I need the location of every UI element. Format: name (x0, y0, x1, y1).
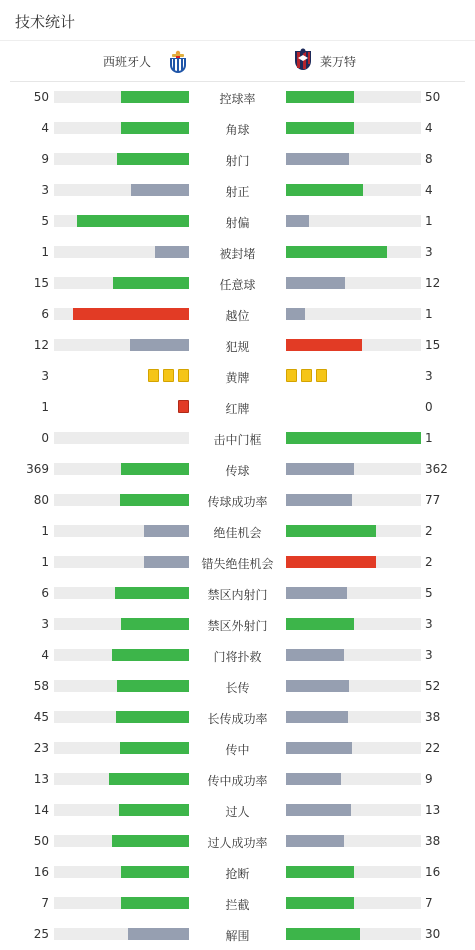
away-value: 1 (425, 431, 433, 445)
stat-label: 角球 (225, 123, 250, 137)
stat-row (0, 609, 475, 640)
away-value: 1 (425, 307, 433, 321)
home-bar-fill (144, 556, 189, 568)
away-bar-fill (286, 773, 341, 785)
away-value: 362 (425, 462, 448, 476)
stat-row (0, 764, 475, 795)
stat-row (0, 733, 475, 764)
away-team-name[interactable]: 莱万特 (320, 55, 357, 69)
home-value: 3 (41, 369, 49, 383)
away-bar-fill (286, 246, 387, 258)
home-bar-track (54, 525, 189, 537)
home-bar-track (54, 277, 189, 289)
away-value: 52 (425, 679, 441, 693)
yellow-card-icon (178, 369, 189, 382)
home-bar-fill (112, 835, 189, 847)
stat-label: 门将扑救 (213, 650, 262, 664)
away-bar-track (286, 494, 421, 506)
stat-label: 传球 (225, 464, 250, 478)
stat-row (0, 640, 475, 671)
stat-label: 被封堵 (219, 247, 256, 261)
stat-label: 红牌 (225, 402, 250, 416)
home-bar-fill (109, 773, 189, 785)
stat-row (0, 547, 475, 578)
stat-label: 拦截 (225, 898, 250, 912)
away-value: 4 (425, 121, 433, 135)
away-bar-track (286, 432, 421, 444)
away-bar-fill (286, 153, 349, 165)
home-bar-fill (121, 91, 189, 103)
away-value: 3 (425, 617, 433, 631)
stat-label: 射正 (225, 185, 250, 199)
home-bar-track (54, 463, 189, 475)
away-value: 30 (425, 927, 441, 941)
away-value: 3 (425, 245, 433, 259)
home-bar-fill (112, 649, 189, 661)
home-value: 14 (33, 803, 49, 817)
home-bar-fill (121, 122, 189, 134)
home-bar-track (54, 246, 189, 258)
home-bar-fill (130, 339, 189, 351)
away-bar-track (286, 556, 421, 568)
away-bar-track (286, 463, 421, 475)
away-value: 0 (425, 400, 433, 414)
stat-row (0, 423, 475, 454)
away-value: 1 (425, 214, 433, 228)
away-value: 2 (425, 524, 433, 538)
home-bar-track (54, 804, 189, 816)
stat-row (0, 144, 475, 175)
stat-label: 黄牌 (225, 371, 250, 385)
stat-row (0, 237, 475, 268)
yellow-card-icon (316, 369, 327, 382)
away-bar-fill (286, 494, 352, 506)
home-bar-fill (116, 711, 189, 723)
stat-row (0, 82, 475, 113)
stat-row (0, 919, 475, 950)
away-value: 2 (425, 555, 433, 569)
home-value: 25 (33, 927, 49, 941)
away-bar-fill (286, 587, 347, 599)
away-bar-track (286, 277, 421, 289)
stat-row (0, 113, 475, 144)
away-value: 5 (425, 586, 433, 600)
away-value: 4 (425, 183, 433, 197)
home-value: 0 (41, 431, 49, 445)
home-value: 3 (41, 183, 49, 197)
away-bar-fill (286, 928, 360, 940)
home-bar-fill (144, 525, 189, 537)
away-value: 12 (425, 276, 441, 290)
away-value: 13 (425, 803, 441, 817)
away-bar-track (286, 804, 421, 816)
home-bar-track (54, 649, 189, 661)
stat-label: 过人成功率 (207, 836, 268, 850)
stat-label: 传中 (225, 743, 250, 757)
away-bar-track (286, 928, 421, 940)
home-value: 15 (33, 276, 49, 290)
away-bar-fill (286, 618, 354, 630)
stat-row (0, 826, 475, 857)
home-bar-track (54, 122, 189, 134)
away-bar-track (286, 618, 421, 630)
away-bar-track (286, 246, 421, 258)
away-bar-track (286, 866, 421, 878)
stat-row (0, 206, 475, 237)
stat-row (0, 671, 475, 702)
away-bar-fill (286, 556, 376, 568)
home-bar-track (54, 184, 189, 196)
away-bar-fill (286, 835, 344, 847)
away-bar-fill (286, 804, 351, 816)
stat-label: 禁区内射门 (207, 588, 268, 602)
away-cards (286, 369, 327, 382)
away-bar-track (286, 339, 421, 351)
stat-label: 任意球 (219, 278, 256, 292)
stat-label: 犯规 (225, 340, 250, 354)
away-value: 77 (425, 493, 441, 507)
away-bar-track (286, 525, 421, 537)
away-bar-fill (286, 432, 421, 444)
home-bar-track (54, 587, 189, 599)
away-bar-track (286, 742, 421, 754)
away-bar-fill (286, 463, 354, 475)
home-bar-fill (155, 246, 189, 258)
espanyol-crest-icon[interactable] (168, 50, 188, 74)
home-bar-fill (113, 277, 189, 289)
away-value: 9 (425, 772, 433, 786)
away-bar-fill (286, 742, 352, 754)
away-bar-track (286, 680, 421, 692)
home-team-name[interactable]: 西班牙人 (102, 55, 151, 69)
stat-row (0, 268, 475, 299)
home-value: 50 (33, 834, 49, 848)
home-bar-fill (73, 308, 189, 320)
stat-row (0, 888, 475, 919)
home-bar-track (54, 618, 189, 630)
home-value: 45 (33, 710, 49, 724)
home-bar-track (54, 773, 189, 785)
away-bar-track (286, 897, 421, 909)
yellow-card-icon (286, 369, 297, 382)
stat-label: 绝佳机会 (213, 526, 262, 540)
page-title: 技术统计 (15, 13, 76, 31)
away-value: 50 (425, 90, 441, 104)
away-value: 15 (425, 338, 441, 352)
away-value: 3 (425, 648, 433, 662)
home-bar-track (54, 711, 189, 723)
home-bar-fill (121, 463, 189, 475)
red-card-icon (178, 400, 189, 413)
home-value: 6 (41, 586, 49, 600)
stat-label: 射门 (225, 154, 250, 168)
home-cards (148, 369, 189, 382)
home-bar-fill (120, 494, 189, 506)
away-bar-fill (286, 680, 349, 692)
home-bar-fill (115, 587, 189, 599)
stat-label: 抢断 (225, 867, 250, 881)
yellow-card-icon (148, 369, 159, 382)
yellow-card-icon (163, 369, 174, 382)
stat-row (0, 485, 475, 516)
home-bar-track (54, 866, 189, 878)
stat-row (0, 454, 475, 485)
stat-row (0, 857, 475, 888)
home-value: 7 (41, 896, 49, 910)
home-bar-track (54, 308, 189, 320)
home-bar-fill (117, 680, 189, 692)
stat-row (0, 299, 475, 330)
stat-row (0, 516, 475, 547)
home-bar-fill (131, 184, 189, 196)
away-bar-fill (286, 184, 363, 196)
away-bar-track (286, 711, 421, 723)
home-bar-track (54, 835, 189, 847)
home-value: 12 (33, 338, 49, 352)
home-value: 9 (41, 152, 49, 166)
stat-label: 击中门框 (213, 433, 262, 447)
home-value: 1 (41, 245, 49, 259)
home-bar-fill (121, 618, 189, 630)
home-bar-track (54, 432, 189, 444)
away-value: 22 (425, 741, 441, 755)
stat-label: 长传成功率 (207, 712, 268, 726)
away-bar-track (286, 308, 421, 320)
home-bar-track (54, 153, 189, 165)
home-bar-track (54, 897, 189, 909)
home-value: 80 (33, 493, 49, 507)
home-value: 3 (41, 617, 49, 631)
stat-row (0, 361, 475, 392)
stat-label: 传球成功率 (207, 495, 268, 509)
stats-list (0, 82, 475, 950)
home-bar-fill (77, 215, 189, 227)
away-bar-fill (286, 525, 376, 537)
home-value: 4 (41, 648, 49, 662)
away-bar-track (286, 835, 421, 847)
home-bar-track (54, 928, 189, 940)
home-value: 5 (41, 214, 49, 228)
home-value: 58 (33, 679, 49, 693)
stat-label: 传中成功率 (207, 774, 268, 788)
away-bar-fill (286, 215, 309, 227)
header (0, 0, 475, 41)
away-bar-fill (286, 91, 354, 103)
away-bar-fill (286, 277, 345, 289)
stat-row (0, 795, 475, 826)
home-bar-fill (119, 804, 189, 816)
stat-label: 禁区外射门 (207, 619, 268, 633)
away-bar-fill (286, 866, 354, 878)
home-bar-fill (120, 742, 189, 754)
home-bar-fill (128, 928, 189, 940)
stat-label: 解围 (225, 929, 250, 943)
home-value: 1 (41, 400, 49, 414)
away-bar-track (286, 773, 421, 785)
away-bar-fill (286, 897, 354, 909)
stat-label: 控球率 (219, 92, 256, 106)
home-value: 4 (41, 121, 49, 135)
stat-label: 越位 (225, 309, 250, 323)
away-bar-track (286, 153, 421, 165)
stat-label: 长传 (225, 681, 250, 695)
teams-header (10, 41, 465, 82)
stat-row (0, 702, 475, 733)
away-bar-fill (286, 308, 305, 320)
home-bar-fill (121, 897, 189, 909)
away-bar-fill (286, 122, 354, 134)
home-value: 369 (26, 462, 49, 476)
stat-row (0, 392, 475, 423)
home-value: 23 (33, 741, 49, 755)
home-value: 1 (41, 555, 49, 569)
away-bar-fill (286, 339, 362, 351)
stat-label: 错失绝佳机会 (201, 557, 274, 571)
home-bar-track (54, 556, 189, 568)
levante-crest-icon[interactable] (292, 48, 314, 74)
away-value: 3 (425, 369, 433, 383)
home-value: 16 (33, 865, 49, 879)
home-value: 1 (41, 524, 49, 538)
away-value: 7 (425, 896, 433, 910)
home-value: 6 (41, 307, 49, 321)
home-bar-fill (121, 866, 189, 878)
stat-label: 射偏 (225, 216, 250, 230)
home-value: 13 (33, 772, 49, 786)
home-bar-fill (117, 153, 189, 165)
home-bar-track (54, 742, 189, 754)
stat-row (0, 330, 475, 361)
away-bar-track (286, 184, 421, 196)
home-bar-track (54, 91, 189, 103)
away-value: 38 (425, 834, 441, 848)
stat-row (0, 175, 475, 206)
yellow-card-icon (301, 369, 312, 382)
away-value: 38 (425, 710, 441, 724)
away-bar-track (286, 649, 421, 661)
stat-row (0, 578, 475, 609)
stat-label: 过人 (225, 805, 250, 819)
away-bar-track (286, 215, 421, 227)
home-bar-track (54, 494, 189, 506)
home-bar-track (54, 680, 189, 692)
away-bar-track (286, 91, 421, 103)
away-bar-track (286, 587, 421, 599)
home-bar-track (54, 215, 189, 227)
away-bar-track (286, 122, 421, 134)
away-bar-fill (286, 649, 344, 661)
away-value: 8 (425, 152, 433, 166)
away-bar-fill (286, 711, 348, 723)
home-cards (178, 400, 189, 413)
home-value: 50 (33, 90, 49, 104)
home-bar-track (54, 339, 189, 351)
away-value: 16 (425, 865, 441, 879)
